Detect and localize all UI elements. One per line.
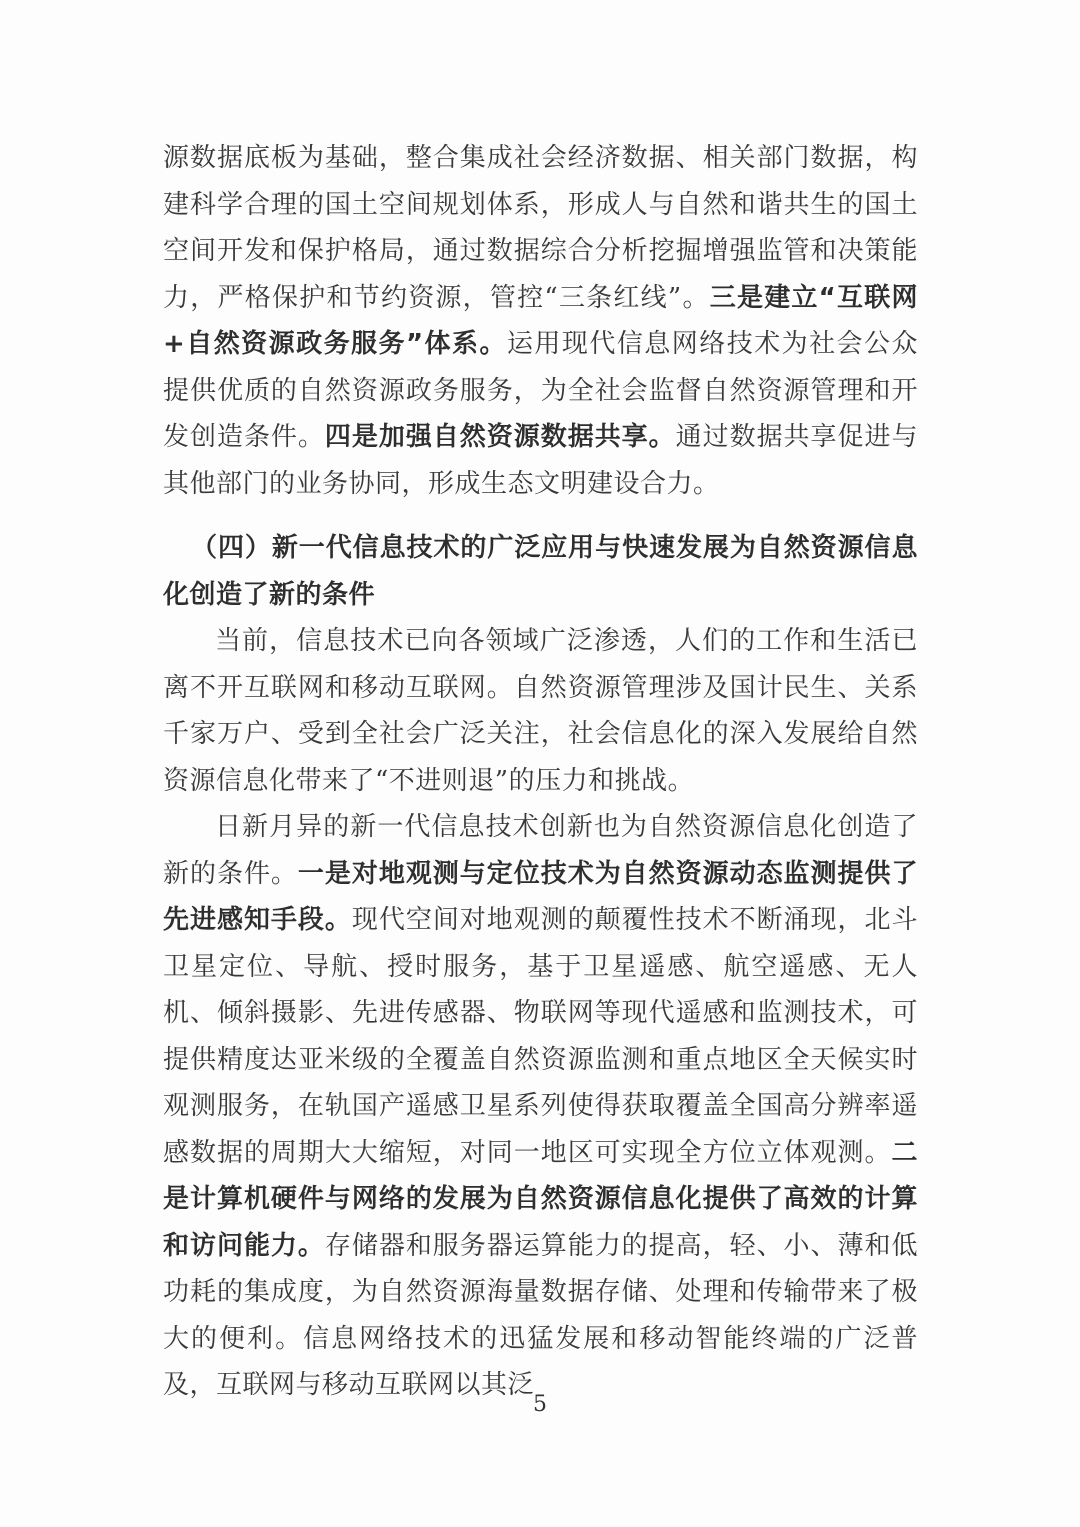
- text-run: 通过数据共享促进与其他部门的业务协同，形成生态文明建设合力。: [163, 422, 918, 499]
- paragraph-current-status: [163, 618, 918, 804]
- paragraph-new-technology: [163, 804, 918, 1409]
- page-number: 5: [533, 1392, 547, 1417]
- paragraph-continuation: [163, 135, 918, 507]
- bold-text-run: 一是对地观测与定位技术为自然资源动态监测提供了先进感知手段。: [163, 858, 918, 935]
- bold-text-run: 二是计算机硬件与网络的发展为自然资源信息化提供了高效的计算和访问能力。: [163, 1137, 918, 1261]
- text-run: 日新月异的新一代信息技术创新也为自然资源信息化创造了新的条件。: [163, 812, 918, 889]
- bold-text-run: 三是建立“互联网+自然资源政务服务”体系。: [163, 282, 918, 359]
- text-run: 源数据底板为基础，整合集成社会经济数据、相关部门数据，构建科学合理的国土空间规划体系，形成人与自然和谐共生的国土空间开发和保护格局，通过数据综合分析挖掘增强监管和决策能力，严格保护和节约资源，管控“三条红线”。: [163, 143, 918, 313]
- bold-text-run: 四是加强自然资源数据共享。: [324, 422, 676, 452]
- section-heading: [163, 525, 918, 618]
- text-run: 现代空间对地观测的颠覆性技术不断涌现，北斗卫星定位、导航、授时服务，基于卫星遥感、航空遥感、无人机、倾斜摄影、先进传感器、物联网等现代遥感和监测技术，可提供精度达亚米级的全覆盖自然资源监测和重点地区全天候实时观测服务，在轨国产遥感卫星系列使得获取覆盖全国高分辨率遥感数据的周期大大缩短，对同一地区可实现全方位立体观测。: [163, 905, 918, 1168]
- document-content: [163, 135, 918, 1409]
- text-run: 存储器和服务器运算能力的提高，轻、小、薄和低功耗的集成度，为自然资源海量数据存储、处理和传输带来了极大的便利。信息网络技术的迅猛发展和移动智能终端的广泛普及，互联网与移动互联网以其泛: [163, 1230, 918, 1400]
- bold-text-run: （四）新一代信息技术的广泛应用与快速发展为自然资源信息化创造了新的条件: [163, 533, 918, 610]
- text-run: 运用现代信息网络技术为社会公众提供优质的自然资源政务服务，为全社会监督自然资源管理和开发创造条件。: [163, 329, 918, 452]
- text-run: 当前，信息技术已向各领域广泛渗透，人们的工作和生活已离不开互联网和移动互联网。自然资源管理涉及国计民生、关系千家万户、受到全社会广泛关注，社会信息化的深入发展给自然资源信息化带来了“不进则退”的压力和挑战。: [163, 626, 918, 796]
